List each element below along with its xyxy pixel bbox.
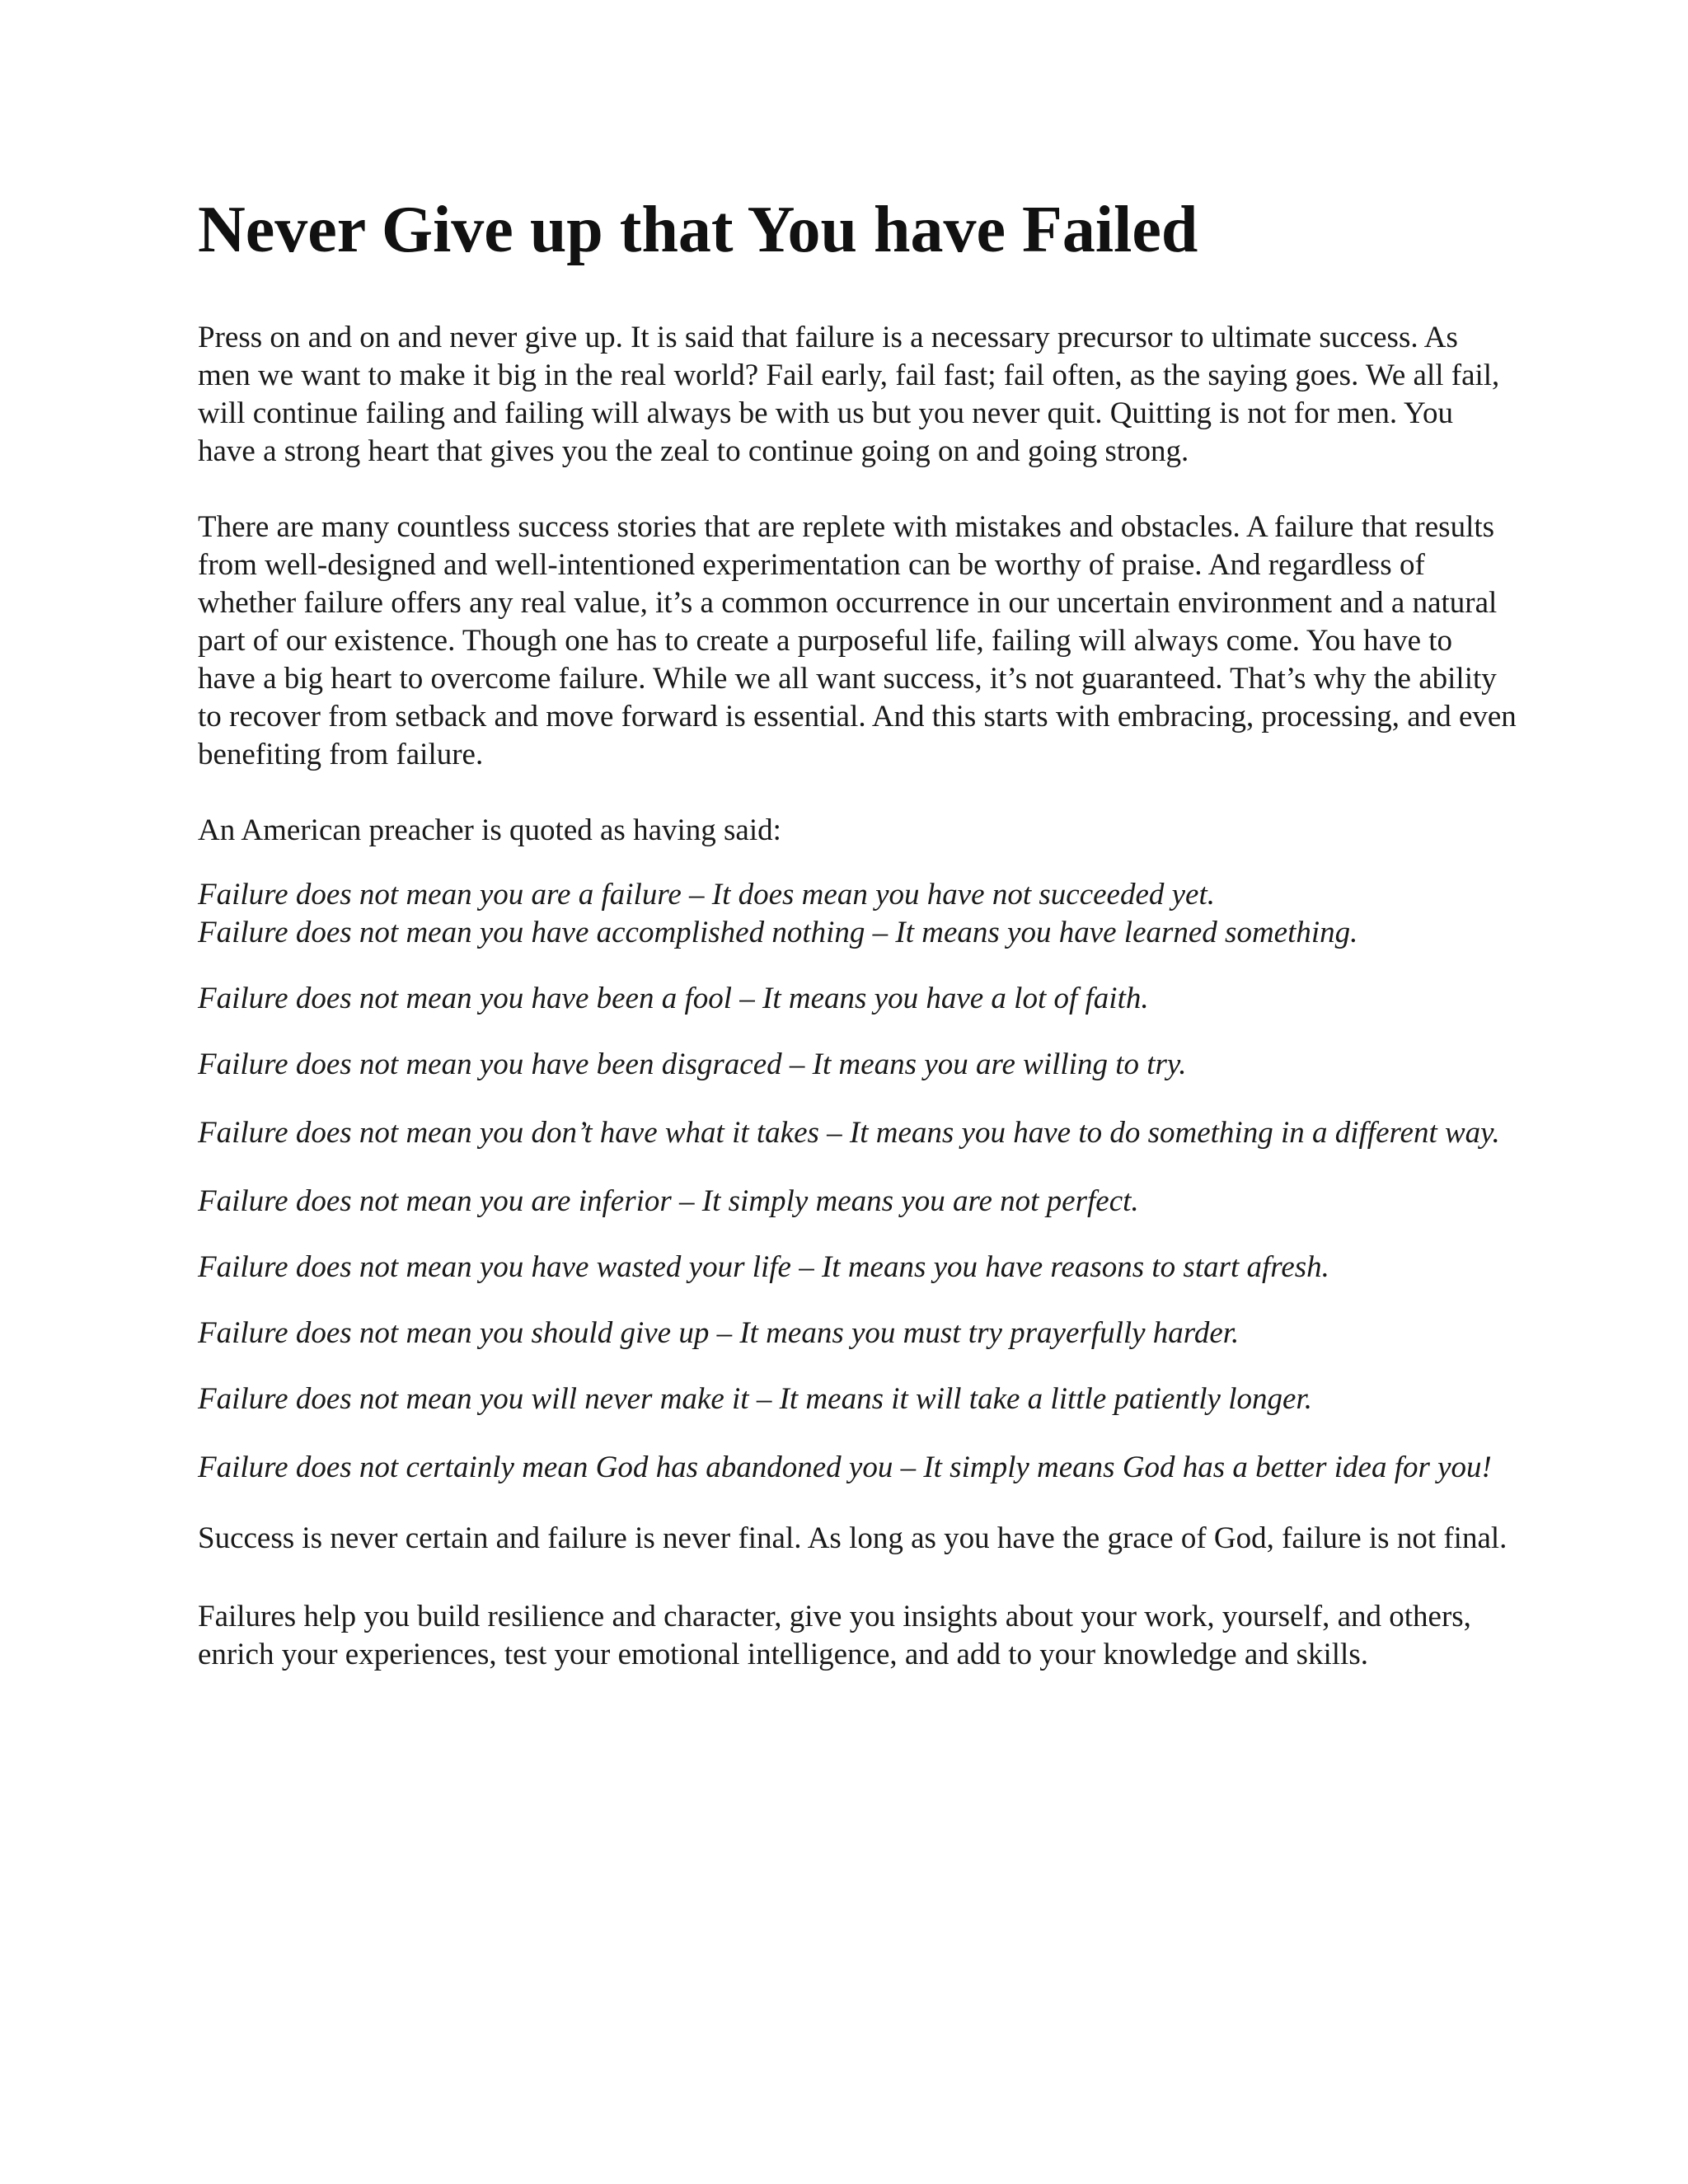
quote-line: Failure does not mean you have been a fool – It means you have a lot of faith. bbox=[198, 982, 1149, 1015]
closing-paragraph: Failures help you build resilience and character, give you insights about your work, yourself, and others, enrich your experiences, test your emotional intelligence, and add to your knowledge and skills. bbox=[198, 1600, 1471, 1671]
page-title: Never Give up that You have Failed bbox=[198, 194, 1198, 266]
quote-line: Failure does not mean you will never make it – It means it will take a little patiently longer. bbox=[198, 1382, 1312, 1416]
quote-line: Failure does not certainly mean God has abandoned you – It simply means God has a better idea for you! bbox=[198, 1451, 1492, 1484]
quote-line: Failure does not mean you should give up – It means you must try prayerfully harder. bbox=[198, 1316, 1240, 1350]
document-page bbox=[198, 194, 1517, 1712]
quote-line: Failure does not mean you are a failure – It does mean you have not succeeded yet. bbox=[198, 878, 1216, 912]
body-paragraph: Press on and on and never give up. It is said that failure is a necessary precursor to ultimate success. As men we want to make it big in the real world? Fail early, fail fast; fail often, as the saying goes. We all fail, will continue failing and failing will always be with us but you never quit. Quitting is not for men. You have a strong heart that gives you the zeal to continue going on and going strong. bbox=[198, 321, 1500, 468]
quote-line: Failure does not mean you have accomplished nothing – It means you have learned something. bbox=[198, 916, 1358, 949]
body-paragraph: There are many countless success stories that are replete with mistakes and obstacles. A failure that results from well-designed and well-intentioned experimentation can be worthy of praise. And regardless of whether failure offers any real value, it’s a common occurrence in our uncertain environment and a natural part of our existence. Though one has to create a purposeful life, failing will always come. You have to have a big heart to overcome failure. While we all want success, it’s not guaranteed. That’s why the ability to recover from setback and move forward is essential. And this starts with embracing, processing, and even benefiting from failure. bbox=[198, 510, 1517, 771]
quote-line: Failure does not mean you are inferior – It simply means you are not perfect. bbox=[198, 1184, 1139, 1218]
quote-intro: An American preacher is quoted as having said: bbox=[198, 813, 781, 847]
quote-line: Failure does not mean you don’t have what it takes – It means you have to do something in a different way. bbox=[198, 1116, 1500, 1150]
quote-line: Failure does not mean you have wasted your life – It means you have reasons to start afresh. bbox=[198, 1250, 1329, 1284]
quote-line: Failure does not mean you have been disgraced – It means you are willing to try. bbox=[198, 1047, 1187, 1081]
closing-paragraph: Success is never certain and failure is never final. As long as you have the grace of God, failure is not final. bbox=[198, 1521, 1507, 1555]
